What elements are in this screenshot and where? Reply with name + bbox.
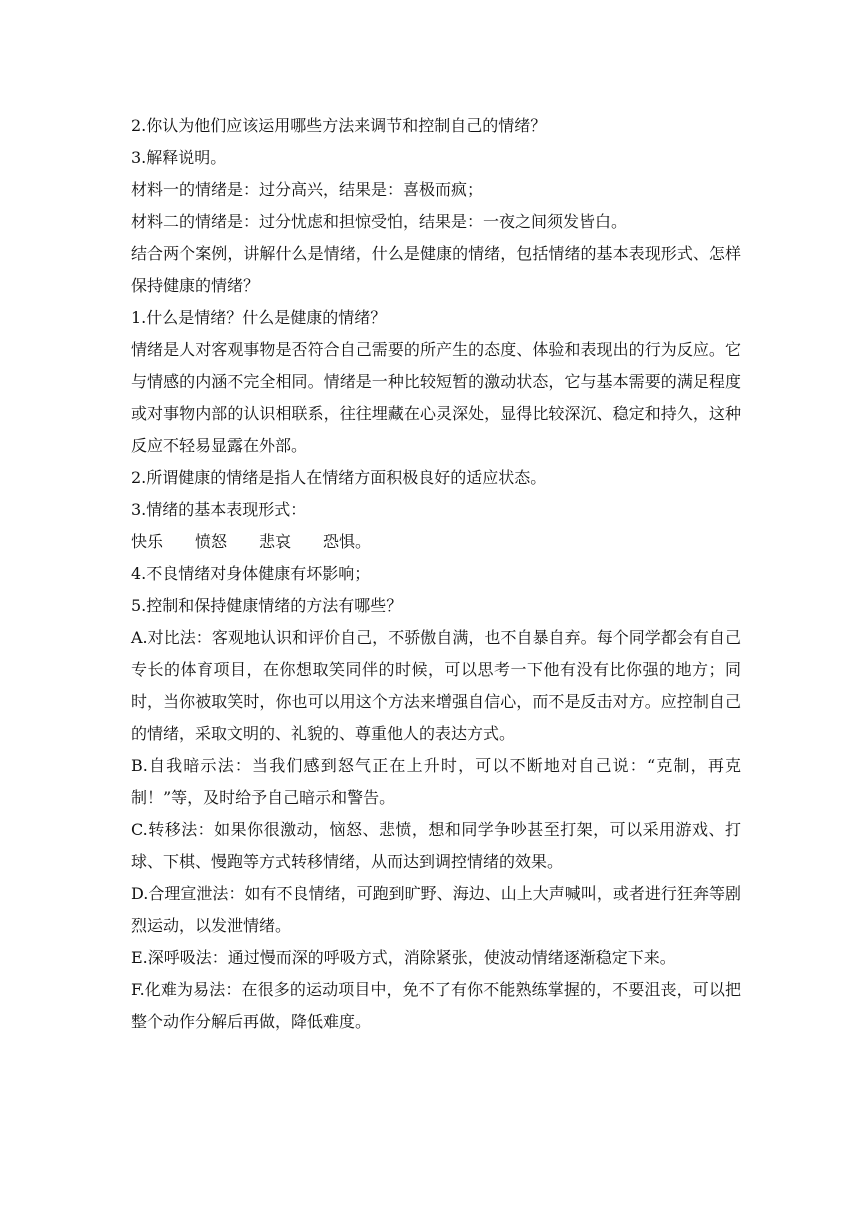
method-f-simplify: F.化难为易法：在很多的运动项目中，免不了有你不能熟练掌握的，不要沮丧，可以把整个动作分解后再做，降低难度。 (131, 980, 741, 1031)
method-d-venting: D.合理宣泄法：如有不良情绪，可跑到旷野、海边、山上大声喊叫，或者进行狂奔等剧烈运动，以发泄情绪。 (131, 884, 741, 935)
method-e-deep-breathing: E.深呼吸法：通过慢而深的呼吸方式，消除紧张，使波动情绪逐渐稳定下来。 (131, 948, 676, 967)
point-4-bad-emotions: 4.不良情绪对身体健康有坏影响； (131, 564, 371, 583)
question-2: 2.你认为他们应该运用哪些方法来调节和控制自己的情绪？ (131, 116, 547, 135)
point-3-heading: 3.情绪的基本表现形式： (131, 500, 307, 519)
material-two-summary: 材料二的情绪是：过分忧虑和担惊受怕，结果是：一夜之间须发皆白。 (131, 212, 628, 231)
emotion-definition: 情绪是人对客观事物是否符合自己需要的所产生的态度、体验和表现出的行为反应。它与情感的内涵不完全相同。情绪是一种比较短暂的激动状态，它与基本需要的满足程度或对事物内部的认识相联系，往往埋藏在心灵深处，显得比较深沉、稳定和持久，这种反应不轻易显露在外部。 (131, 340, 741, 455)
method-c-transfer: C.转移法：如果你很激动，恼怒、悲愤，想和同学争吵甚至打架，可以采用游戏、打球、下棋、慢跑等方式转移情绪，从而达到调控情绪的效果。 (131, 820, 741, 871)
material-one-summary: 材料一的情绪是：过分高兴，结果是：喜极而疯； (131, 180, 484, 199)
point-2-healthy-emotion: 2.所谓健康的情绪是指人在情绪方面积极良好的适应状态。 (131, 468, 547, 487)
combined-cases-intro: 结合两个案例，讲解什么是情绪，什么是健康的情绪，包括情绪的基本表现形式、怎样保持健康的情绪？ (131, 244, 741, 295)
section-explanation-heading: 3.解释说明。 (131, 148, 227, 167)
point-5-heading: 5.控制和保持健康情绪的方法有哪些？ (131, 596, 403, 615)
point-1-heading: 1.什么是情绪？什么是健康的情绪？ (131, 308, 387, 327)
method-a-comparison: A.对比法：客观地认识和评价自己，不骄傲自满，也不自暴自弃。每个同学都会有自己专长的体育项目，在你想取笑同伴的时候，可以思考一下他有没有比你强的地方；同时，当你被取笑时，你也可以用这个方法来增强自信心，而不是反击对方。应控制自己的情绪，采取文明的、礼貌的、尊重他人的表达方式。 (131, 628, 741, 743)
document-body (131, 110, 741, 1038)
method-b-self-suggestion: B.自我暗示法：当我们感到怒气正在上升时，可以不断地对自己说：“克制，再克制！”等，及时给予自己暗示和警告。 (131, 756, 741, 807)
basic-emotion-forms: 快乐 愤怒 悲哀 恐惧。 (131, 532, 372, 551)
